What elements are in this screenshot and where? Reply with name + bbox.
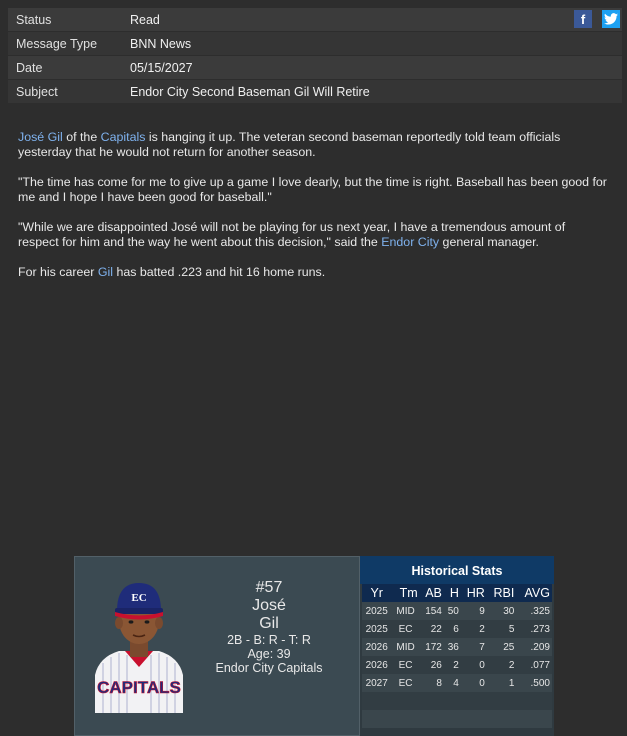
team-link[interactable]: Endor City (381, 235, 440, 249)
stats-cell: 7 (461, 638, 487, 656)
stats-cell: 26 (420, 656, 444, 674)
historical-stats-panel (360, 556, 554, 736)
player-card (74, 556, 554, 736)
stats-cell: .500 (516, 674, 552, 692)
stats-cell: 154 (420, 602, 444, 620)
meta-row-message-type (8, 32, 622, 56)
article-text: general manager. (439, 235, 539, 249)
player-team[interactable]: Endor City Capitals (215, 661, 323, 675)
stats-cell: 2 (487, 656, 517, 674)
stats-cell: .325 (516, 602, 552, 620)
player-age: Age: 39 (247, 647, 291, 661)
stats-header-row (362, 584, 552, 602)
stats-cell: EC (393, 620, 419, 638)
stats-cell: .077 (516, 656, 552, 674)
stats-cell: EC (393, 674, 419, 692)
message-meta (8, 8, 622, 104)
stats-header-cell: H (444, 584, 461, 602)
meta-label: Status (16, 12, 52, 27)
stats-cell: 8 (420, 674, 444, 692)
meta-row-subject (8, 80, 622, 104)
stats-cell: 9 (461, 602, 487, 620)
meta-label: Message Type (16, 36, 98, 51)
stats-cell: MID (393, 638, 419, 656)
stats-header-cell: RBI (487, 584, 517, 602)
stats-cell: 1 (487, 674, 517, 692)
stats-cell: 2025 (362, 602, 393, 620)
stats-cell: 0 (461, 656, 487, 674)
social-share (574, 10, 620, 28)
team-link[interactable]: Capitals (100, 130, 146, 144)
player-link[interactable]: José Gil (18, 130, 63, 144)
stats-row-empty (362, 692, 552, 710)
player-first-name[interactable]: José (252, 597, 286, 614)
player-link[interactable]: Gil (97, 265, 114, 279)
player-last-name[interactable]: Gil (259, 615, 279, 632)
article-text: has batted .223 and hit 16 home runs. (113, 265, 326, 279)
meta-value: BNN News (130, 36, 192, 51)
meta-value: Read (130, 12, 160, 27)
player-position-line: 2B - B: R - T: R (227, 633, 311, 647)
meta-value: Endor City Second Baseman Gil Will Retire (130, 84, 370, 99)
meta-label: Date (16, 60, 43, 75)
player-number: #57 (255, 579, 283, 596)
meta-label: Subject (16, 84, 58, 99)
stats-cell: 2 (444, 656, 461, 674)
article-paragraph: "The time has come for me to give up a game I love dearly, but the time is right. Baseball has been good for me and I hope I have been good for baseball." (18, 175, 607, 204)
stats-cell: 2025 (362, 620, 393, 638)
stats-cell: .209 (516, 638, 552, 656)
stats-cell: 2026 (362, 638, 393, 656)
article-text: "While we are disappointed José will not be playing for us next year, I have a tremendous amount of respect for him and the way he went about this decision," said the (18, 220, 566, 249)
stats-table (362, 584, 552, 728)
stats-cell: 22 (420, 620, 444, 638)
stats-cell: 6 (444, 620, 461, 638)
article-text: of the (62, 130, 101, 144)
facebook-share-button[interactable] (574, 10, 592, 28)
stats-row (362, 620, 552, 638)
article-paragraph (18, 130, 608, 160)
player-info (203, 579, 335, 675)
stats-header-cell: AVG (516, 584, 552, 602)
facebook-icon: f (580, 11, 586, 27)
article-paragraph (18, 220, 608, 250)
article-text: For his career (18, 265, 98, 279)
stats-title: Historical Stats (360, 556, 554, 584)
stats-cell: 36 (444, 638, 461, 656)
stats-cell: EC (393, 656, 419, 674)
stats-row (362, 674, 552, 692)
stats-cell: 172 (420, 638, 444, 656)
twitter-share-button[interactable] (602, 10, 620, 28)
twitter-icon (604, 13, 618, 25)
stats-header-cell: Tm (393, 584, 419, 602)
stats-cell: 50 (444, 602, 461, 620)
stats-cell: .273 (516, 620, 552, 638)
stats-cell: 25 (487, 638, 517, 656)
stats-row (362, 602, 552, 620)
stats-cell: MID (393, 602, 419, 620)
stats-cell: 30 (487, 602, 517, 620)
stats-header-cell: Yr (362, 584, 393, 602)
player-panel (74, 556, 360, 736)
meta-value: 05/15/2027 (130, 60, 193, 75)
stats-cell: 2 (461, 620, 487, 638)
stats-row (362, 656, 552, 674)
player-portrait[interactable] (93, 577, 185, 713)
stats-cell: 5 (487, 620, 517, 638)
meta-row-status (8, 8, 622, 32)
stats-header-cell: AB (420, 584, 444, 602)
stats-cell: 2027 (362, 674, 393, 692)
stats-row (362, 638, 552, 656)
article-paragraph (18, 265, 608, 280)
stats-row-empty (362, 710, 552, 728)
stats-cell: 0 (461, 674, 487, 692)
article-text: is hanging it up. The veteran second baseman reportedly told team officials yesterday that he would not return for another season. (18, 130, 561, 159)
stats-cell: 4 (444, 674, 461, 692)
stats-cell: 2026 (362, 656, 393, 674)
stats-header-cell: HR (461, 584, 487, 602)
article-body (18, 130, 608, 295)
jersey-wordmark: CAPITALS (97, 678, 181, 697)
cap-logo: EC (131, 592, 147, 604)
meta-row-date (8, 56, 622, 80)
